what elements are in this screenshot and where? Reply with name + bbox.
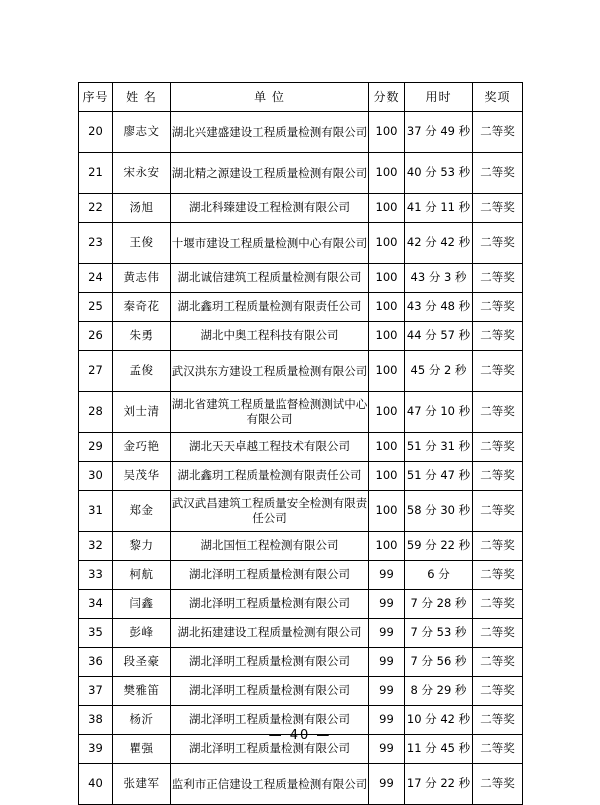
- table-row: [79, 112, 523, 153]
- cell-award: 二等奖: [473, 223, 523, 264]
- column-header-score: 分数: [369, 83, 405, 112]
- column-header-unit: 单 位: [171, 83, 369, 112]
- cell-award: 二等奖: [473, 433, 523, 462]
- cell-name: 宋永安: [113, 153, 171, 194]
- cell-score: 99: [369, 561, 405, 590]
- table-row: [79, 532, 523, 561]
- cell-time: 59 分 22 秒: [405, 532, 473, 561]
- cell-unit: 十堰市建设工程质量检测中心有限公司: [171, 223, 369, 264]
- cell-no: 39: [79, 735, 113, 764]
- cell-score: 99: [369, 619, 405, 648]
- table-row: [79, 462, 523, 491]
- cell-score: 99: [369, 764, 405, 805]
- cell-time: 51 分 47 秒: [405, 462, 473, 491]
- cell-time: 7 分 28 秒: [405, 590, 473, 619]
- cell-time: 44 分 57 秒: [405, 322, 473, 351]
- page-number: — 40 —: [268, 728, 332, 743]
- cell-score: 100: [369, 223, 405, 264]
- cell-score: 100: [369, 462, 405, 491]
- table-row: [79, 322, 523, 351]
- cell-no: 21: [79, 153, 113, 194]
- cell-unit: 湖北鑫玥工程质量检测有限责任公司: [171, 462, 369, 491]
- cell-unit: 武汉洪东方建设工程质量检测有限公司: [171, 351, 369, 392]
- cell-unit: 湖北泽明工程质量检测有限公司: [171, 677, 369, 706]
- cell-time: 58 分 30 秒: [405, 491, 473, 532]
- cell-name: 郑金: [113, 491, 171, 532]
- cell-award: 二等奖: [473, 532, 523, 561]
- cell-award: 二等奖: [473, 706, 523, 735]
- table-header: [79, 83, 523, 112]
- cell-score: 100: [369, 194, 405, 223]
- cell-score: 100: [369, 322, 405, 351]
- table-row: [79, 491, 523, 532]
- cell-award: 二等奖: [473, 735, 523, 764]
- cell-unit: 湖北诚信建筑工程质量检测有限公司: [171, 264, 369, 293]
- award-table-container: [78, 82, 522, 805]
- cell-award: 二等奖: [473, 619, 523, 648]
- cell-no: 26: [79, 322, 113, 351]
- cell-score: 99: [369, 706, 405, 735]
- cell-name: 瞿强: [113, 735, 171, 764]
- cell-award: 二等奖: [473, 764, 523, 805]
- cell-name: 段圣豪: [113, 648, 171, 677]
- cell-unit: 湖北泽明工程质量检测有限公司: [171, 706, 369, 735]
- cell-name: 汤旭: [113, 194, 171, 223]
- cell-time: 17 分 22 秒: [405, 764, 473, 805]
- cell-time: 8 分 29 秒: [405, 677, 473, 706]
- cell-unit: 湖北精之源建设工程质量检测有限公司: [171, 153, 369, 194]
- cell-name: 朱勇: [113, 322, 171, 351]
- cell-time: 11 分 45 秒: [405, 735, 473, 764]
- cell-unit: 湖北国恒工程检测有限公司: [171, 532, 369, 561]
- cell-no: 40: [79, 764, 113, 805]
- cell-time: 41 分 11 秒: [405, 194, 473, 223]
- cell-unit: 湖北天天卓越工程技术有限公司: [171, 433, 369, 462]
- cell-name: 杨沂: [113, 706, 171, 735]
- cell-score: 100: [369, 264, 405, 293]
- cell-award: 二等奖: [473, 648, 523, 677]
- cell-unit: 湖北拓建建设工程质量检测有限公司: [171, 619, 369, 648]
- cell-time: 10 分 42 秒: [405, 706, 473, 735]
- table-row: [79, 590, 523, 619]
- cell-award: 二等奖: [473, 293, 523, 322]
- cell-score: 99: [369, 677, 405, 706]
- cell-award: 二等奖: [473, 153, 523, 194]
- cell-score: 100: [369, 112, 405, 153]
- cell-unit: 湖北省建筑工程质量监督检测测试中心有限公司: [171, 392, 369, 433]
- cell-no: 34: [79, 590, 113, 619]
- cell-name: 樊雅笛: [113, 677, 171, 706]
- cell-time: 7 分 56 秒: [405, 648, 473, 677]
- cell-award: 二等奖: [473, 322, 523, 351]
- cell-unit: 武汉武昌建筑工程质量安全检测有限责任公司: [171, 491, 369, 532]
- cell-score: 100: [369, 293, 405, 322]
- award-table: [78, 82, 523, 805]
- cell-unit: 湖北兴建盛建设工程质量检测有限公司: [171, 112, 369, 153]
- cell-award: 二等奖: [473, 677, 523, 706]
- cell-name: 彭峰: [113, 619, 171, 648]
- table-row: [79, 264, 523, 293]
- cell-award: 二等奖: [473, 112, 523, 153]
- cell-name: 张建军: [113, 764, 171, 805]
- cell-name: 王俊: [113, 223, 171, 264]
- table-row: [79, 648, 523, 677]
- cell-unit: 湖北泽明工程质量检测有限公司: [171, 648, 369, 677]
- table-body: [79, 112, 523, 805]
- cell-name: 吴茂华: [113, 462, 171, 491]
- cell-unit: 监利市正信建设工程质量检测有限公司: [171, 764, 369, 805]
- cell-no: 35: [79, 619, 113, 648]
- cell-name: 孟俊: [113, 351, 171, 392]
- cell-award: 二等奖: [473, 491, 523, 532]
- cell-award: 二等奖: [473, 264, 523, 293]
- cell-name: 秦奇花: [113, 293, 171, 322]
- cell-no: 23: [79, 223, 113, 264]
- cell-no: 31: [79, 491, 113, 532]
- cell-time: 42 分 42 秒: [405, 223, 473, 264]
- cell-no: 22: [79, 194, 113, 223]
- cell-name: 闫鑫: [113, 590, 171, 619]
- column-header-name: 姓 名: [113, 83, 171, 112]
- cell-time: 43 分 48 秒: [405, 293, 473, 322]
- cell-no: 20: [79, 112, 113, 153]
- cell-unit: 湖北泽明工程质量检测有限公司: [171, 590, 369, 619]
- table-row: [79, 153, 523, 194]
- table-row: [79, 764, 523, 805]
- table-row: [79, 223, 523, 264]
- cell-no: 27: [79, 351, 113, 392]
- cell-no: 29: [79, 433, 113, 462]
- cell-no: 37: [79, 677, 113, 706]
- column-header-no: 序号: [79, 83, 113, 112]
- cell-name: 刘士清: [113, 392, 171, 433]
- cell-no: 33: [79, 561, 113, 590]
- cell-time: 45 分 2 秒: [405, 351, 473, 392]
- cell-name: 金巧艳: [113, 433, 171, 462]
- table-row: [79, 392, 523, 433]
- table-row: [79, 194, 523, 223]
- cell-score: 100: [369, 491, 405, 532]
- cell-time: 43 分 3 秒: [405, 264, 473, 293]
- cell-score: 100: [369, 153, 405, 194]
- cell-no: 30: [79, 462, 113, 491]
- cell-score: 99: [369, 648, 405, 677]
- cell-time: 47 分 10 秒: [405, 392, 473, 433]
- cell-unit: 湖北泽明工程质量检测有限公司: [171, 735, 369, 764]
- cell-time: 6 分: [405, 561, 473, 590]
- cell-no: 32: [79, 532, 113, 561]
- column-header-award: 奖项: [473, 83, 523, 112]
- cell-no: 36: [79, 648, 113, 677]
- cell-time: 51 分 31 秒: [405, 433, 473, 462]
- cell-unit: 湖北中奥工程科技有限公司: [171, 322, 369, 351]
- cell-award: 二等奖: [473, 194, 523, 223]
- cell-score: 100: [369, 351, 405, 392]
- cell-score: 100: [369, 392, 405, 433]
- cell-name: 柯航: [113, 561, 171, 590]
- cell-name: 黎力: [113, 532, 171, 561]
- cell-score: 99: [369, 590, 405, 619]
- table-row: [79, 433, 523, 462]
- cell-award: 二等奖: [473, 392, 523, 433]
- cell-name: 黄志伟: [113, 264, 171, 293]
- table-row: [79, 677, 523, 706]
- cell-no: 38: [79, 706, 113, 735]
- cell-no: 28: [79, 392, 113, 433]
- table-row: [79, 619, 523, 648]
- cell-award: 二等奖: [473, 590, 523, 619]
- table-row: [79, 561, 523, 590]
- cell-time: 37 分 49 秒: [405, 112, 473, 153]
- cell-no: 24: [79, 264, 113, 293]
- column-header-time: 用时: [405, 83, 473, 112]
- cell-unit: 湖北泽明工程质量检测有限公司: [171, 561, 369, 590]
- cell-time: 7 分 53 秒: [405, 619, 473, 648]
- cell-time: 40 分 53 秒: [405, 153, 473, 194]
- cell-unit: 湖北鑫玥工程质量检测有限责任公司: [171, 293, 369, 322]
- cell-name: 廖志文: [113, 112, 171, 153]
- cell-score: 99: [369, 735, 405, 764]
- cell-unit: 湖北科臻建设工程检测有限公司: [171, 194, 369, 223]
- table-header-row: [79, 83, 523, 112]
- cell-score: 100: [369, 433, 405, 462]
- table-row: [79, 351, 523, 392]
- cell-no: 25: [79, 293, 113, 322]
- table-row: [79, 293, 523, 322]
- cell-award: 二等奖: [473, 561, 523, 590]
- cell-award: 二等奖: [473, 462, 523, 491]
- cell-award: 二等奖: [473, 351, 523, 392]
- cell-score: 100: [369, 532, 405, 561]
